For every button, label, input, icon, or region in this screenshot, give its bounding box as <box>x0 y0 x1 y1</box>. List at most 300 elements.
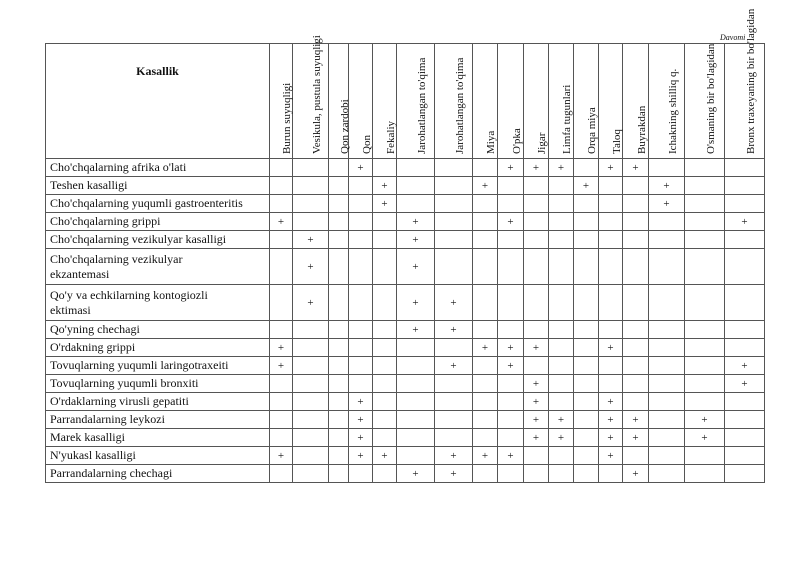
sample-cell <box>649 213 685 231</box>
sample-cell <box>574 447 599 465</box>
sample-cell <box>599 393 623 411</box>
sample-cell <box>623 429 649 447</box>
sample-cell <box>599 177 623 195</box>
disease-name-line: Tovuqlarning yuqumli laringotraxeiti <box>50 358 229 372</box>
disease-column-header: Kasallik <box>46 44 270 159</box>
sample-cell <box>397 357 435 375</box>
sample-cell <box>270 393 293 411</box>
sample-cell <box>329 159 349 177</box>
sample-cell <box>473 357 498 375</box>
column-header <box>435 44 473 159</box>
sample-cell <box>473 339 498 357</box>
plus-mark: + <box>307 296 314 309</box>
plus-mark: + <box>507 449 514 462</box>
disease-name-line: O'rdaklarning virusli gepatiti <box>50 394 189 408</box>
sample-cell <box>293 159 329 177</box>
sample-cell <box>599 213 623 231</box>
sample-cell <box>649 465 685 483</box>
table-row <box>46 159 765 177</box>
sample-cell <box>725 249 765 285</box>
sample-cell <box>349 465 373 483</box>
sample-cell <box>498 429 524 447</box>
sample-cell <box>498 339 524 357</box>
plus-mark: + <box>412 215 419 228</box>
sample-cell <box>649 357 685 375</box>
table-row <box>46 213 765 231</box>
sample-cell <box>623 231 649 249</box>
table-row <box>46 357 765 375</box>
column-header-label: O'smaning bir bo'lagidan <box>704 43 717 154</box>
sample-cell <box>649 231 685 249</box>
disease-name <box>46 465 270 483</box>
sample-cell <box>329 357 349 375</box>
sample-cell <box>649 411 685 429</box>
plus-mark: + <box>412 323 419 336</box>
sample-cell <box>329 393 349 411</box>
sample-cell <box>270 321 293 339</box>
sample-cell <box>649 429 685 447</box>
table-row <box>46 429 765 447</box>
sample-cell <box>599 357 623 375</box>
disease-name <box>46 339 270 357</box>
sample-cell <box>574 429 599 447</box>
sample-cell <box>685 339 725 357</box>
plus-mark: + <box>507 215 514 228</box>
column-header <box>649 44 685 159</box>
sample-cell <box>373 393 397 411</box>
sample-cell <box>373 375 397 393</box>
disease-name-line: Tovuqlarning yuqumli bronxiti <box>50 376 199 390</box>
sample-cell <box>524 177 549 195</box>
sample-cell <box>498 285 524 321</box>
column-header <box>623 44 649 159</box>
sample-cell <box>649 285 685 321</box>
sample-cell <box>473 393 498 411</box>
sample-cell <box>524 249 549 285</box>
plus-mark: + <box>357 431 364 444</box>
sample-cell <box>549 159 574 177</box>
column-header <box>549 44 574 159</box>
plus-mark: + <box>357 449 364 462</box>
column-header <box>397 44 435 159</box>
sample-cell <box>293 447 329 465</box>
sample-cell <box>397 285 435 321</box>
sample-cell <box>349 411 373 429</box>
table-row <box>46 285 765 321</box>
sample-cell <box>270 411 293 429</box>
sample-cell <box>725 195 765 213</box>
column-header <box>685 44 725 159</box>
sample-cell <box>574 321 599 339</box>
sample-cell <box>473 321 498 339</box>
sample-cell <box>524 213 549 231</box>
column-header-label: Jarohatlangan to'qima <box>415 57 428 154</box>
sample-cell <box>725 321 765 339</box>
plus-mark: + <box>481 341 489 354</box>
column-header-label: Qon zardobi <box>338 99 351 154</box>
sample-cell <box>549 321 574 339</box>
sample-cell <box>373 321 397 339</box>
plus-mark: + <box>307 233 314 246</box>
sample-cell <box>329 375 349 393</box>
plus-mark: + <box>450 467 457 480</box>
sample-cell <box>293 393 329 411</box>
sample-cell <box>349 393 373 411</box>
sample-cell <box>397 159 435 177</box>
sample-cell <box>549 375 574 393</box>
sample-cell <box>473 429 498 447</box>
sample-cell <box>685 177 725 195</box>
sample-cell <box>685 249 725 285</box>
sample-cell <box>270 447 293 465</box>
sample-cell <box>349 321 373 339</box>
sample-cell <box>725 411 765 429</box>
sample-cell <box>473 285 498 321</box>
table-row <box>46 321 765 339</box>
sample-cell <box>435 249 473 285</box>
sample-cell <box>373 231 397 249</box>
sample-cell <box>599 195 623 213</box>
sample-cell <box>293 375 329 393</box>
column-header-label: Miya <box>485 130 497 154</box>
sample-cell <box>293 357 329 375</box>
sample-cell <box>549 177 574 195</box>
plus-mark: + <box>381 179 388 192</box>
sample-cell <box>623 195 649 213</box>
sample-cell <box>623 321 649 339</box>
sample-cell <box>397 447 435 465</box>
sample-cell <box>293 177 329 195</box>
plus-mark: + <box>507 161 514 174</box>
sample-cell <box>685 465 725 483</box>
sample-cell <box>293 321 329 339</box>
disease-name <box>46 231 270 249</box>
sample-cell <box>549 393 574 411</box>
disease-name-line: ektimasi <box>50 302 91 317</box>
sample-cell <box>473 159 498 177</box>
disease-name <box>46 429 270 447</box>
column-header-label: Burun suyuqligi <box>281 82 293 154</box>
sample-cell <box>270 213 293 231</box>
sample-cell <box>524 159 549 177</box>
sample-cell <box>435 447 473 465</box>
sample-cell <box>270 357 293 375</box>
sample-cell <box>623 159 649 177</box>
sample-cell <box>329 339 349 357</box>
table-row <box>46 249 765 285</box>
sample-cell <box>549 447 574 465</box>
sample-cell <box>725 429 765 447</box>
plus-mark: + <box>381 449 388 462</box>
plus-mark: + <box>557 413 565 426</box>
sample-cell <box>599 249 623 285</box>
sample-cell <box>574 159 599 177</box>
sample-cell <box>435 177 473 195</box>
sample-cell <box>349 213 373 231</box>
sample-cell <box>397 429 435 447</box>
sample-cell <box>498 357 524 375</box>
table-row <box>46 231 765 249</box>
sample-cell <box>623 177 649 195</box>
sample-cell <box>270 177 293 195</box>
sample-cell <box>329 411 349 429</box>
plus-mark: + <box>557 431 565 444</box>
sample-cell <box>574 213 599 231</box>
plus-mark: + <box>412 467 419 480</box>
disease-name <box>46 195 270 213</box>
column-header-label: O'pka <box>510 128 523 154</box>
sample-cell <box>373 357 397 375</box>
sample-cell <box>329 321 349 339</box>
sample-cell <box>599 465 623 483</box>
sample-cell <box>623 393 649 411</box>
sample-cell <box>725 213 765 231</box>
sample-cell <box>524 195 549 213</box>
sample-cell <box>435 159 473 177</box>
plus-mark: + <box>632 413 639 426</box>
plus-mark: + <box>481 179 489 192</box>
column-header-label: Orqa miya <box>586 107 598 154</box>
table-row <box>46 195 765 213</box>
plus-mark: + <box>532 413 540 426</box>
table-header-row <box>46 44 765 159</box>
disease-name-line: Qo'y va echkilarning kontogiozli <box>50 287 208 302</box>
column-header <box>349 44 373 159</box>
sample-cell <box>623 447 649 465</box>
sample-cell <box>373 465 397 483</box>
plus-mark: + <box>532 161 540 174</box>
sample-cell <box>373 285 397 321</box>
sample-cell <box>329 249 349 285</box>
sample-cell <box>329 177 349 195</box>
sample-cell <box>599 159 623 177</box>
column-header-label: Jigar <box>536 132 548 154</box>
plus-mark: + <box>381 197 388 210</box>
plus-mark: + <box>741 215 748 228</box>
plus-mark: + <box>607 341 614 354</box>
sample-cell <box>397 177 435 195</box>
plus-mark: + <box>481 449 489 462</box>
sample-cell <box>397 231 435 249</box>
sample-cell <box>498 447 524 465</box>
column-header <box>524 44 549 159</box>
disease-name <box>46 285 270 321</box>
sample-cell <box>574 231 599 249</box>
sample-cell <box>524 465 549 483</box>
sample-cell <box>649 321 685 339</box>
disease-name <box>46 393 270 411</box>
sample-cell <box>270 249 293 285</box>
plus-mark: + <box>277 341 285 354</box>
sample-cell <box>397 465 435 483</box>
sample-cell <box>435 429 473 447</box>
sample-cell <box>685 411 725 429</box>
plus-mark: + <box>607 395 614 408</box>
sample-cell <box>549 231 574 249</box>
sample-cell <box>293 465 329 483</box>
sample-cell <box>498 195 524 213</box>
sample-cell <box>293 213 329 231</box>
disease-name <box>46 249 270 285</box>
plus-mark: + <box>632 467 639 480</box>
sample-cell <box>373 213 397 231</box>
disease-name-line: Marek kasalligi <box>50 430 125 444</box>
plus-mark: + <box>357 413 364 426</box>
sample-cell <box>524 231 549 249</box>
sample-cell <box>524 447 549 465</box>
column-header-label: Vesikula, pustula suyuqligi <box>310 35 323 154</box>
sample-cell <box>349 447 373 465</box>
sample-cell <box>725 339 765 357</box>
sample-cell <box>685 321 725 339</box>
sample-cell <box>649 249 685 285</box>
column-header <box>473 44 498 159</box>
plus-mark: + <box>307 260 314 273</box>
disease-name-line: Qo'yning chechagi <box>50 322 140 336</box>
sample-cell <box>599 321 623 339</box>
plus-mark: + <box>532 377 540 390</box>
sample-cell <box>397 375 435 393</box>
sample-cell <box>270 339 293 357</box>
sample-cell <box>524 393 549 411</box>
plus-mark: + <box>450 323 457 336</box>
sample-cell <box>685 375 725 393</box>
sample-cell <box>599 411 623 429</box>
sample-cell <box>685 231 725 249</box>
sample-cell <box>524 357 549 375</box>
sample-cell <box>685 285 725 321</box>
sample-cell <box>349 357 373 375</box>
plus-mark: + <box>277 449 285 462</box>
sample-cell <box>397 195 435 213</box>
sample-cell <box>685 159 725 177</box>
continued-note: Davomi <box>720 33 746 42</box>
sample-cell <box>349 177 373 195</box>
sample-cell <box>397 213 435 231</box>
sample-cell <box>649 159 685 177</box>
disease-name-line: Parrandalarning leykozi <box>50 412 165 426</box>
sample-cell <box>270 159 293 177</box>
sample-cell <box>574 375 599 393</box>
table-row <box>46 177 765 195</box>
sample-cell <box>473 249 498 285</box>
sample-cell <box>725 465 765 483</box>
sample-cell <box>725 159 765 177</box>
disease-name <box>46 321 270 339</box>
disease-name-line: Cho'chqalarning afrika o'lati <box>50 160 187 174</box>
disease-name <box>46 447 270 465</box>
table-row <box>46 411 765 429</box>
plus-mark: + <box>632 161 639 174</box>
sample-cell <box>498 411 524 429</box>
sample-cell <box>293 339 329 357</box>
sample-cell <box>623 411 649 429</box>
sample-cell <box>524 411 549 429</box>
plus-mark: + <box>701 413 708 426</box>
sample-cell <box>549 411 574 429</box>
column-header-label: Fekaliy <box>384 121 397 154</box>
plus-mark: + <box>582 179 590 192</box>
sample-cell <box>293 195 329 213</box>
sample-cell <box>498 177 524 195</box>
sample-cell <box>574 357 599 375</box>
plus-mark: + <box>607 431 614 444</box>
plus-mark: + <box>741 359 748 372</box>
sample-cell <box>549 285 574 321</box>
sample-cell <box>574 285 599 321</box>
plus-mark: + <box>532 341 540 354</box>
sample-cell <box>574 393 599 411</box>
sample-cell <box>293 429 329 447</box>
sample-cell <box>498 249 524 285</box>
column-header-label: Qon <box>360 135 373 154</box>
disease-name <box>46 411 270 429</box>
sample-cell <box>435 411 473 429</box>
table-row <box>46 447 765 465</box>
disease-name <box>46 375 270 393</box>
plus-mark: + <box>532 395 540 408</box>
plus-mark: + <box>357 161 364 174</box>
plus-mark: + <box>607 413 614 426</box>
plus-mark: + <box>607 161 614 174</box>
plus-mark: + <box>357 395 364 408</box>
sample-cell <box>270 375 293 393</box>
sample-cell <box>574 411 599 429</box>
sample-cell <box>549 195 574 213</box>
column-header <box>270 44 293 159</box>
sample-cell <box>293 249 329 285</box>
sample-cell <box>349 231 373 249</box>
column-header <box>574 44 599 159</box>
disease-name-line: Cho'chqalarning yuqumli gastroenteritis <box>50 196 243 210</box>
sample-cell <box>623 249 649 285</box>
sample-cell <box>373 339 397 357</box>
plus-mark: + <box>450 359 457 372</box>
sample-cell <box>549 465 574 483</box>
table-row <box>46 375 765 393</box>
sample-cell <box>649 339 685 357</box>
plus-mark: + <box>557 161 565 174</box>
sample-cell <box>349 195 373 213</box>
sample-cell <box>329 429 349 447</box>
sample-cell <box>373 159 397 177</box>
sample-cell <box>498 375 524 393</box>
column-header <box>373 44 397 159</box>
sample-cell <box>473 465 498 483</box>
sample-cell <box>725 393 765 411</box>
sample-cell <box>623 357 649 375</box>
sample-cell <box>329 285 349 321</box>
sample-cell <box>329 213 349 231</box>
sample-cell <box>599 429 623 447</box>
sample-cell <box>725 177 765 195</box>
sample-cell <box>435 375 473 393</box>
sample-cell <box>349 429 373 447</box>
sample-cell <box>293 231 329 249</box>
sample-cell <box>270 285 293 321</box>
sample-cell <box>574 177 599 195</box>
table-row <box>46 339 765 357</box>
column-header-label: Bronx traxeyaning bir bo'lagidan <box>744 8 757 154</box>
sample-cell <box>498 321 524 339</box>
sample-cell <box>524 339 549 357</box>
sample-cell <box>373 249 397 285</box>
disease-name-line: Parrandalarning chechagi <box>50 466 173 480</box>
sample-cell <box>599 375 623 393</box>
sample-cell <box>524 321 549 339</box>
sample-cell <box>373 195 397 213</box>
sample-cell <box>574 249 599 285</box>
